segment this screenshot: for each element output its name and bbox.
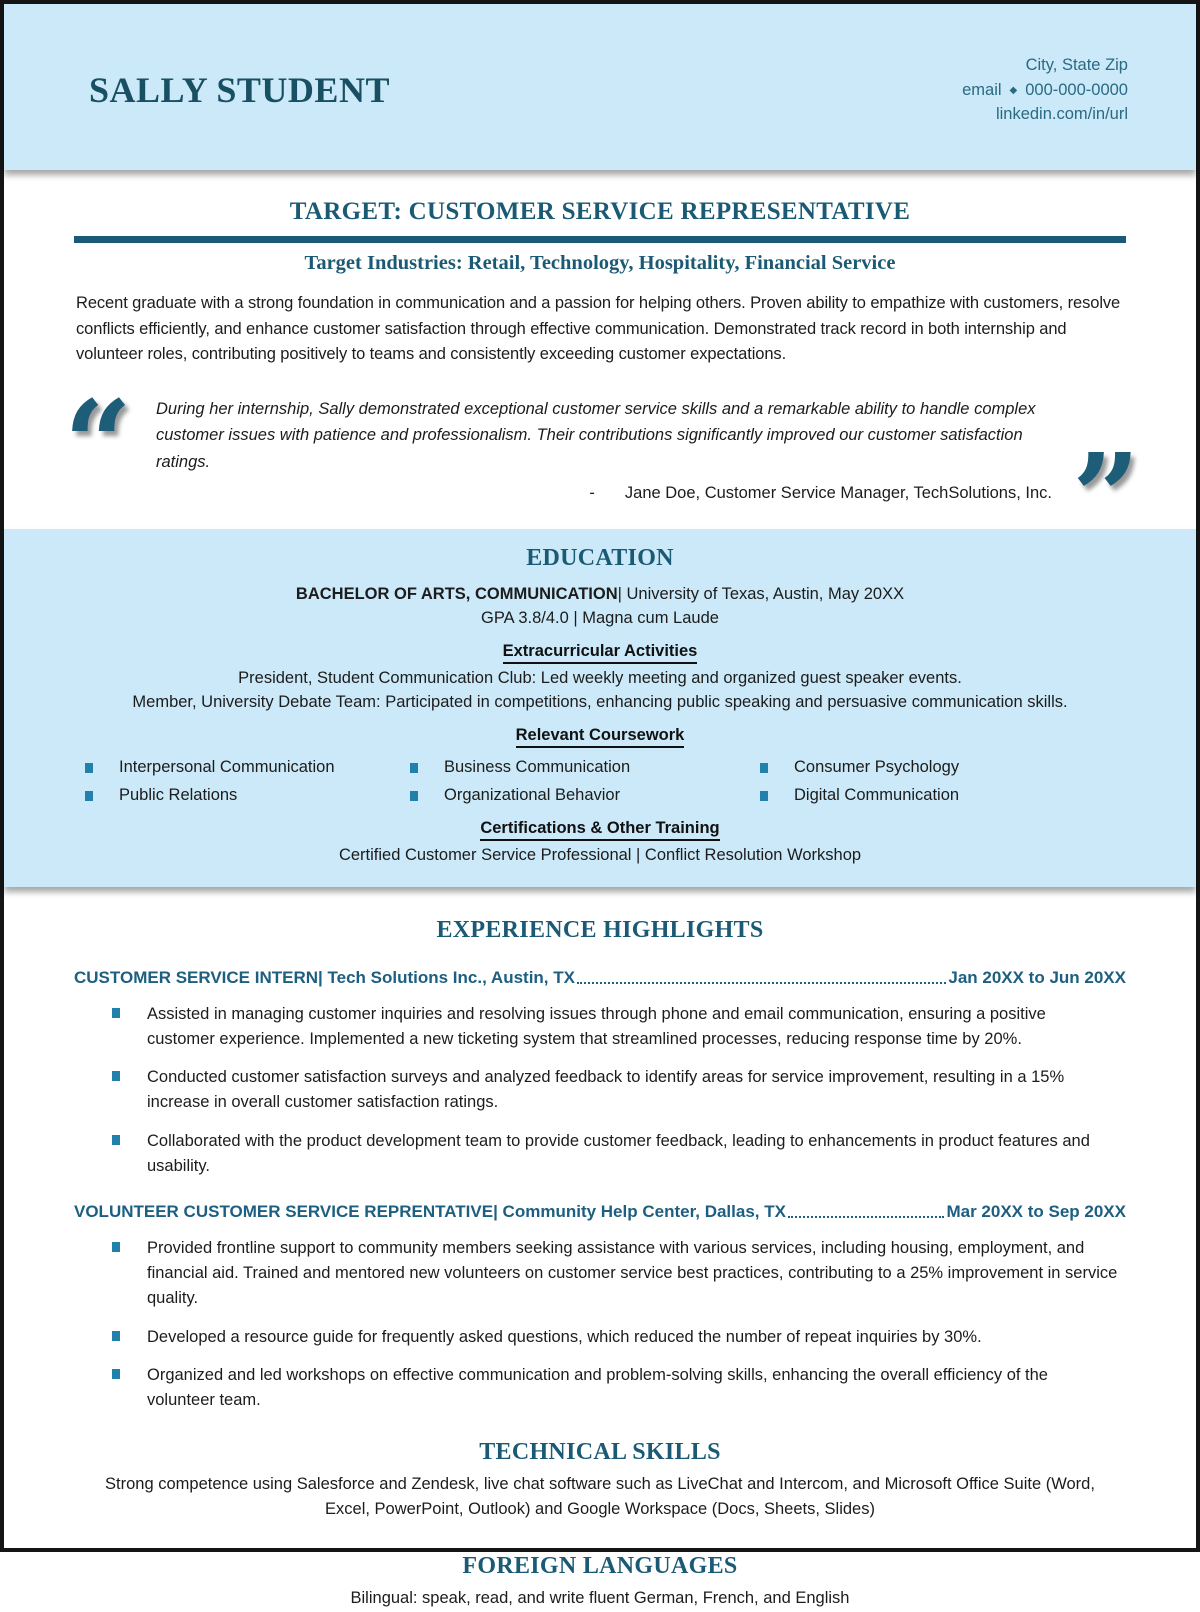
experience-bullet	[112, 1363, 1118, 1413]
contact-linkedin[interactable]: linkedin.com/in/url	[995, 105, 1128, 124]
coursework-heading-wrap	[4, 726, 1196, 748]
education-heading: EDUCATION	[526, 544, 674, 571]
square-bullet-icon	[85, 791, 93, 801]
target-industries: Target Industries: Retail, Technology, Hospitality, Financial Service	[304, 252, 896, 274]
quote-attribution	[156, 484, 1060, 503]
square-bullet-icon	[112, 1242, 120, 1252]
square-bullet-icon	[410, 763, 418, 773]
coursework-grid	[85, 758, 1115, 805]
square-bullet-icon	[112, 1331, 120, 1341]
languages-text: Bilingual: speak, read, and write fluent German, French, and English	[350, 1588, 850, 1607]
contact-block	[962, 53, 1128, 127]
extracurricular-heading-wrap	[4, 642, 1196, 664]
close-quote-icon	[1060, 497, 1140, 503]
coursework-item	[410, 758, 760, 777]
extracurricular-item: President, Student Communication Club: Led weekly meeting and organized guest speaker events.	[238, 668, 962, 687]
coursework-item	[85, 786, 410, 805]
job-dates: Jan 20XX to Jun 20XX	[948, 967, 1126, 987]
attribution-dash: -	[589, 483, 595, 502]
experience-bullet	[112, 1002, 1118, 1052]
certifications-heading-wrap	[4, 819, 1196, 841]
coursework-heading: Relevant Coursework	[516, 726, 685, 748]
dotted-leader	[577, 982, 946, 984]
coursework-label: Digital Communication	[794, 785, 960, 804]
experience-heading: EXPERIENCE HIGHLIGHTS	[436, 916, 764, 943]
coursework-item	[760, 758, 1115, 777]
coursework-label: Interpersonal Communication	[119, 757, 335, 776]
gpa-line: GPA 3.8/4.0 | Magna cum Laude	[481, 608, 719, 627]
degree-line	[4, 585, 1196, 604]
experience-bullet	[112, 1325, 1118, 1350]
job-title: VOLUNTEER CUSTOMER SERVICE REPRENTATIVE	[74, 1202, 494, 1222]
bullet-text: Assisted in managing customer inquiries and resolving issues through phone and email communication, ensuring a positive customer experience. Implemented a new ticketing system that streamlined processes, reducing response time by 20%.	[147, 1004, 1046, 1048]
job-header	[74, 968, 1126, 988]
job-dates: Mar 20XX to Sep 20XX	[946, 1202, 1126, 1222]
certifications-heading: Certifications & Other Training	[480, 819, 719, 841]
coursework-label: Business Communication	[444, 757, 631, 776]
square-bullet-icon	[112, 1135, 120, 1145]
diamond-icon: ◆	[1009, 84, 1018, 96]
bullet-text: Provided frontline support to community members seeking assistance with various services, including housing, employment, and financial aid. Trained and mentored new volunteers on customer service best practices, contributing to a 25% improvement in service quality.	[147, 1239, 1118, 1307]
languages-heading: FOREIGN LANGUAGES	[462, 1552, 738, 1579]
coursework-item	[410, 786, 760, 805]
coursework-item	[85, 758, 410, 777]
coursework-column	[410, 758, 760, 805]
job-header	[74, 1202, 1126, 1222]
contact-location: City, State Zip	[1025, 55, 1128, 74]
square-bullet-icon	[112, 1369, 120, 1379]
coursework-item	[760, 786, 1115, 805]
job-entry	[74, 968, 1126, 1179]
job-title: CUSTOMER SERVICE INTERN	[74, 967, 319, 987]
skills-heading-wrap	[4, 1439, 1196, 1466]
certifications-line: Certified Customer Service Professional | Conflict Resolution Workshop	[338, 845, 862, 864]
extracurricular-item: Member, University Debate Team: Participated in competitions, enhancing public speaking and persuasive communication skills.	[132, 692, 1068, 711]
contact-phone: 000-000-0000	[1025, 80, 1128, 99]
candidate-name: SALLY STUDENT	[89, 70, 390, 110]
square-bullet-icon	[85, 763, 93, 773]
education-section	[4, 529, 1196, 887]
open-quote-icon	[64, 392, 156, 503]
dotted-leader	[788, 1216, 945, 1218]
square-bullet-icon	[112, 1071, 120, 1081]
degree-detail: | University of Texas, Austin, May 20XX	[617, 584, 905, 603]
experience-bullet	[112, 1065, 1118, 1115]
square-bullet-icon	[760, 763, 768, 773]
bullet-text: Collaborated with the product development team to provide customer feedback, leading to enhancements in product features and usability.	[147, 1131, 1090, 1175]
contact-line	[962, 78, 1128, 103]
bullet-text: Conducted customer satisfaction surveys and analyzed feedback to identify areas for service improvement, resulting in a 15% increase in overall customer satisfaction ratings.	[147, 1068, 1065, 1112]
bullet-text: Developed a resource guide for frequently asked questions, which reduced the number of repeat inquiries by 30%.	[147, 1327, 982, 1346]
coursework-column	[85, 758, 410, 805]
experience-heading-wrap	[4, 917, 1196, 944]
header-band	[4, 4, 1196, 170]
contact-email: email	[962, 80, 1002, 99]
job-entry	[74, 1202, 1126, 1413]
coursework-label: Consumer Psychology	[794, 757, 960, 776]
job-company: | Community Help Center, Dallas, TX	[493, 1202, 786, 1222]
square-bullet-icon	[112, 1008, 120, 1018]
summary-paragraph: Recent graduate with a strong foundation in communication and a passion for helping others. Proven ability to empathize with customers, resolve conflicts efficiently, and enhance customer satisfaction through effective communication. Demonstrated track record in both internship and volunteer roles, contributing positively to teams and consistently exceeding customer expectations.	[76, 294, 1121, 364]
extracurricular-heading: Extracurricular Activities	[503, 642, 698, 664]
square-bullet-icon	[410, 791, 418, 801]
coursework-column	[760, 758, 1115, 805]
languages-heading-wrap	[4, 1553, 1196, 1580]
coursework-label: Public Relations	[119, 785, 238, 804]
coursework-label: Organizational Behavior	[444, 785, 621, 804]
divider-rule	[74, 236, 1126, 243]
degree-title: BACHELOR OF ARTS, COMMUNICATION	[295, 584, 618, 603]
experience-bullet	[112, 1129, 1118, 1179]
skills-heading: TECHNICAL SKILLS	[479, 1438, 721, 1465]
square-bullet-icon	[760, 791, 768, 801]
quote-body	[156, 392, 1060, 503]
attribution-text: Jane Doe, Customer Service Manager, TechSolutions, Inc.	[624, 483, 1052, 502]
experience-bullet	[112, 1236, 1118, 1310]
target-title: TARGET: CUSTOMER SERVICE REPRESENTATIVE	[289, 198, 911, 225]
skills-text: Strong competence using Salesforce and Zendesk, live chat software such as LiveChat and Intercom, and Microsoft Office Suite (Word, Excel, PowerPoint, Outlook) and Google Workspace (Docs, Sheets, Slides)	[105, 1474, 1095, 1519]
quote-text: During her internship, Sally demonstrated exceptional customer service skills and a remarkable ability to handle complex customer issues with patience and professionalism. Their contributions significantly improved our customer satisfaction ratings.	[156, 399, 1036, 472]
testimonial-quote	[64, 392, 1140, 503]
job-company: | Tech Solutions Inc., Austin, TX	[318, 967, 575, 987]
bullet-text: Organized and led workshops on effective communication and problem-solving skills, enhancing the overall efficiency of the volunteer team.	[147, 1366, 1048, 1410]
